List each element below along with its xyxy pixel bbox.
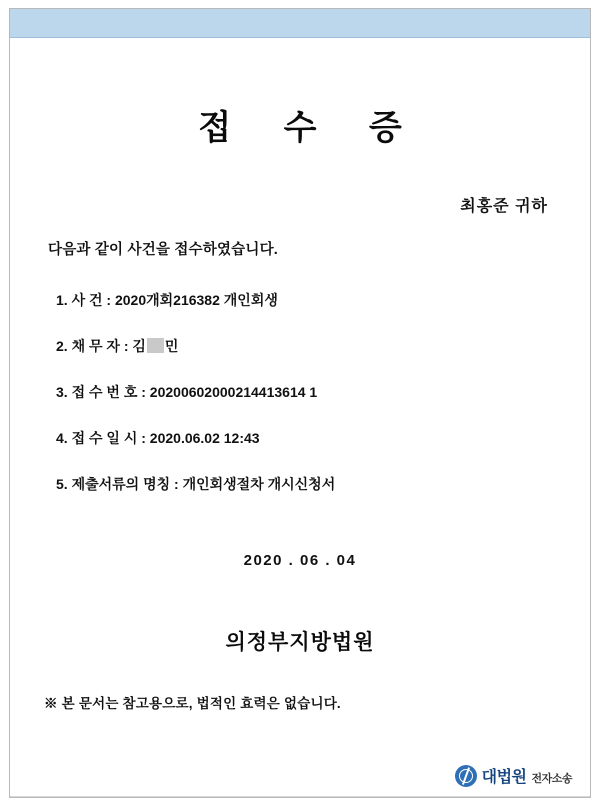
list-item <box>56 382 566 428</box>
item-value-prefix: 김 <box>132 338 146 354</box>
item-label: 접 수 일 시 : <box>71 430 146 446</box>
list-item <box>56 428 566 474</box>
document-body <box>10 38 590 797</box>
item-number: 3. <box>56 384 68 400</box>
item-label: 채 무 자 : <box>71 338 129 354</box>
item-value: 개인회생절차 개시신청서 <box>182 476 336 492</box>
item-label: 접 수 번 호 : <box>71 384 146 400</box>
item-number: 1. <box>56 292 68 308</box>
item-label: 사 건 : <box>71 292 112 308</box>
item-number: 5. <box>56 476 68 492</box>
logo-main-text: 대법원 <box>481 769 527 786</box>
list-item <box>56 336 566 382</box>
logo-sub-text: 전자소송 <box>531 773 572 785</box>
scan-bottom-edge <box>10 796 590 797</box>
item-list <box>56 290 566 520</box>
legal-notice: ※ 본 문서는 참고용으로, 법적인 효력은 없습니다. <box>44 696 341 711</box>
list-item <box>56 474 566 520</box>
item-value-suffix: 민 <box>164 338 179 354</box>
document-title: 접 수 증 <box>198 110 424 147</box>
item-value: 20200602000214413614 1 <box>149 384 318 400</box>
item-value: 2020.06.02 12:43 <box>149 430 260 446</box>
issue-date: 2020 . 06 . 04 <box>243 552 357 569</box>
item-value: 2020개회216382 개인회생 <box>114 292 278 308</box>
item-number: 4. <box>56 430 68 446</box>
addressee: 최홍준 귀하 <box>460 198 548 215</box>
list-item <box>56 290 566 336</box>
redaction-mark <box>147 338 164 353</box>
court-name: 의정부지방법원 <box>225 631 375 654</box>
footer-logo <box>455 764 572 787</box>
item-label: 제출서류의 명칭 : <box>71 476 179 492</box>
document-top-band <box>10 9 590 38</box>
scales-icon <box>455 765 477 787</box>
item-number: 2. <box>56 338 68 354</box>
intro-text: 다음과 같이 사건을 접수하였습니다. <box>48 242 279 258</box>
